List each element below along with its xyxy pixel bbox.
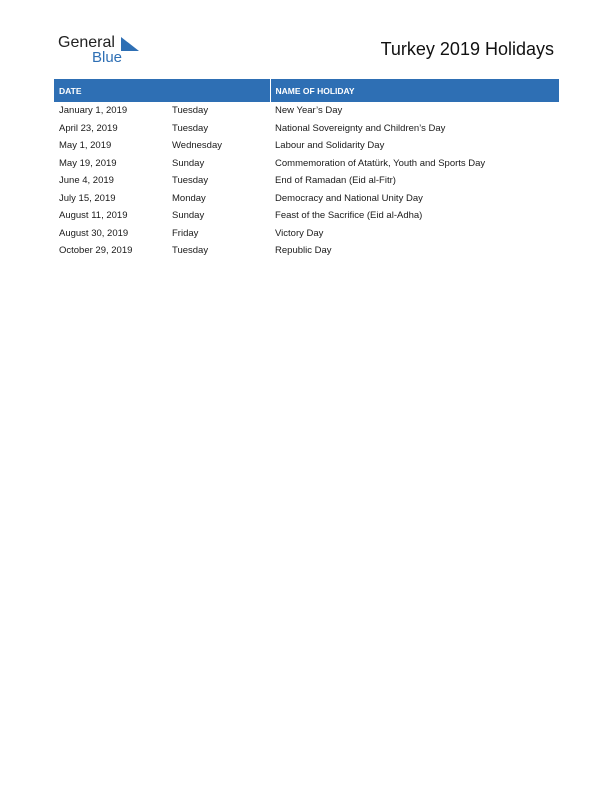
holiday-name: Democracy and National Unity Day	[275, 192, 423, 204]
logo-triangle-icon	[121, 37, 139, 51]
table-row	[54, 120, 559, 138]
table-header-row	[54, 79, 559, 102]
holiday-date: May 1, 2019	[59, 140, 112, 152]
table-row	[54, 102, 559, 120]
holiday-weekday: Tuesday	[172, 245, 209, 257]
holiday-name-column-header: NAME OF HOLIDAY	[270, 79, 559, 102]
table-row	[54, 155, 559, 173]
table-row	[54, 190, 559, 208]
holiday-name: Labour and Solidarity Day	[275, 140, 385, 152]
holiday-weekday: Tuesday	[172, 105, 209, 117]
holiday-weekday: Sunday	[172, 157, 205, 169]
logo-general-text: General	[58, 34, 115, 51]
generalblue-logo	[58, 34, 148, 68]
holiday-weekday: Tuesday	[172, 175, 209, 187]
logo-blue-text: Blue	[92, 49, 123, 66]
holiday-weekday: Monday	[172, 192, 206, 204]
holiday-date: July 15, 2019	[59, 192, 116, 204]
holiday-name: Feast of the Sacrifice (Eid al-Adha)	[275, 210, 423, 222]
holiday-date: May 19, 2019	[59, 157, 117, 169]
holiday-name: New Year’s Day	[275, 105, 343, 117]
holiday-date: August 11, 2019	[59, 210, 128, 222]
table-row	[54, 225, 559, 243]
table-row	[54, 137, 559, 155]
holiday-date: June 4, 2019	[59, 175, 114, 187]
table-row	[54, 242, 559, 260]
holiday-date: January 1, 2019	[59, 105, 128, 117]
date-column-header: DATE	[54, 79, 270, 102]
holiday-name: Republic Day	[275, 245, 332, 257]
holiday-date: October 29, 2019	[59, 245, 133, 257]
holiday-weekday: Tuesday	[172, 122, 209, 134]
holiday-table	[54, 79, 559, 260]
page-title: Turkey 2019 Holidays	[380, 39, 554, 59]
holiday-name: Victory Day	[275, 227, 324, 239]
table-row	[54, 207, 559, 225]
holiday-date: April 23, 2019	[59, 122, 118, 134]
holiday-name: Commemoration of Atatürk, Youth and Sports Day	[275, 157, 486, 169]
holiday-name: End of Ramadan (Eid al-Fitr)	[275, 175, 396, 187]
table-row	[54, 172, 559, 190]
holiday-name: National Sovereignty and Children’s Day	[275, 122, 446, 134]
holiday-weekday: Friday	[172, 227, 199, 239]
holiday-weekday: Sunday	[172, 210, 205, 222]
holiday-weekday: Wednesday	[172, 140, 222, 152]
holiday-date: August 30, 2019	[59, 227, 129, 239]
